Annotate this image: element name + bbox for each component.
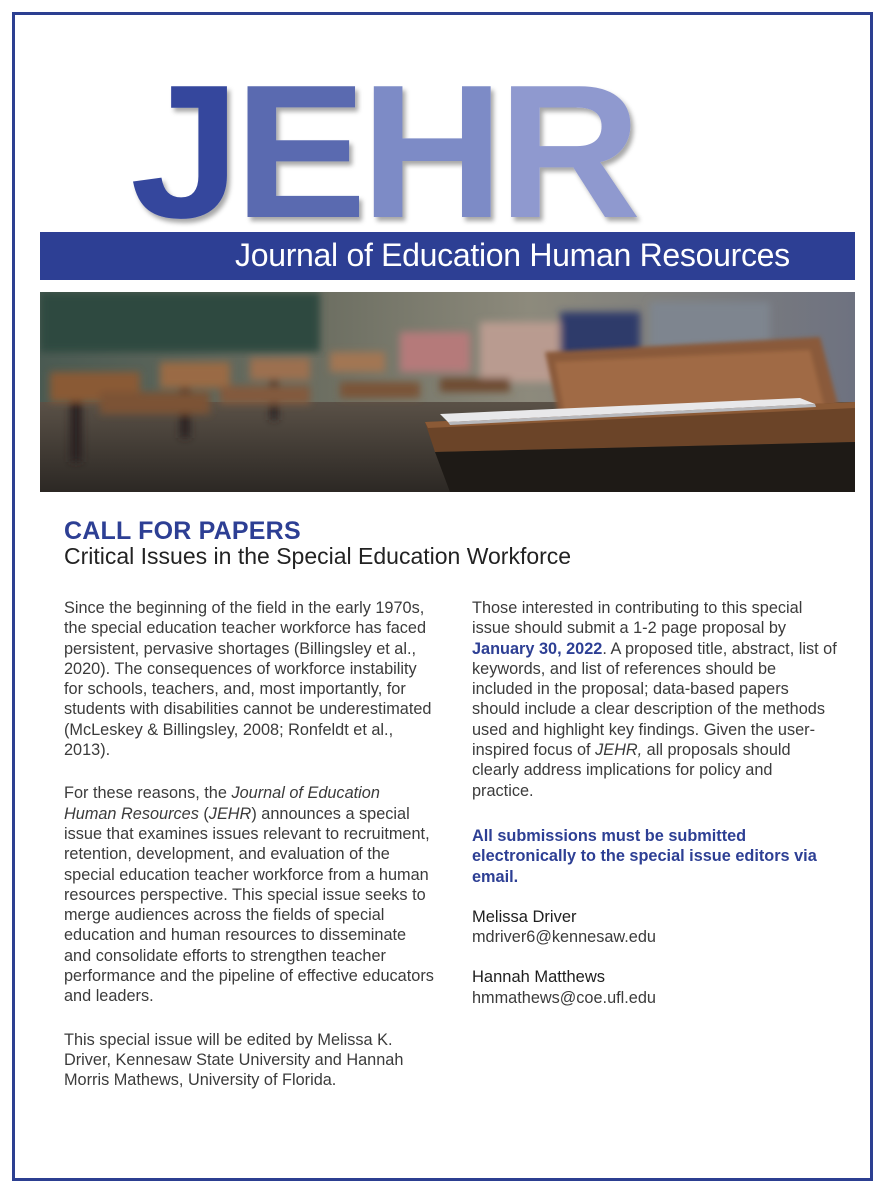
logo-letter-h: H xyxy=(360,62,492,242)
jehr-logo xyxy=(130,62,650,242)
deadline: January 30, 2022 xyxy=(472,639,603,658)
announcement-text-b: ( xyxy=(198,804,209,823)
logo-letter-e: E xyxy=(234,62,355,242)
proposal-text-c: all proposals should clearly address implications for policy and practice. xyxy=(472,741,791,800)
right-column xyxy=(472,598,837,1008)
call-for-papers-heading: CALL FOR PAPERS xyxy=(64,517,301,545)
announcement-text-c: ) announces a special issue that examines issues relevant to recruitment, retention, development, and evaluation of the special education teacher workforce from a human resources perspective. This special issue seeks to merge audiences across the fields of special education and human resources to disseminate and consolidate efforts to strengthen teacher performance and the pipeline of effective educators and leaders. xyxy=(64,804,434,1006)
announcement-paragraph xyxy=(64,783,434,1006)
editor-email[interactable]: hmmathews@coe.ufl.edu xyxy=(472,988,656,1007)
journal-name: Journal of Education Human Resources xyxy=(64,784,380,823)
journal-abbr: JEHR xyxy=(208,804,252,823)
proposal-text-a: Those interested in contributing to this special issue should submit a 1-2 page proposal by xyxy=(472,599,803,638)
intro-paragraph: Since the beginning of the field in the early 1970s, the special education teacher workforce has faced persistent, pervasive shortages (Billingsley et al., 2020). The consequences of workforce instability for schools, teachers, and, most importantly, for students with disabilities cannot be underestimated (McLeskey & Billingsley, 2008; Ronfeldt et al., 2013). xyxy=(64,599,432,760)
announcement-text-a: For these reasons, the xyxy=(64,784,232,803)
proposal-text-b: . A proposed title, abstract, list of keywords, and list of references should be included in the proposal; data-based papers should include a clear description of the methods used and highlight key findings. Given the user-inspired focus of xyxy=(472,639,837,760)
journal-banner xyxy=(40,232,855,280)
proposal-paragraph xyxy=(472,598,837,801)
editor-name: Hannah Matthews xyxy=(472,968,605,987)
journal-abbr-2: JEHR, xyxy=(595,741,643,760)
submission-note: All submissions must be submitted electronically to the special issue editors via email. xyxy=(472,826,817,886)
editors-paragraph: This special issue will be edited by Melissa K. Driver, Kennesaw State University and Hannah Morris Mathews, University of Florida. xyxy=(64,1030,404,1090)
logo-letter-r: R xyxy=(497,62,629,242)
journal-title: Journal of Education Human Resources xyxy=(235,237,790,273)
editor-email[interactable]: mdriver6@kennesaw.edu xyxy=(472,928,656,947)
svg-text:JEHR xyxy=(130,62,638,242)
editor-name: Melissa Driver xyxy=(472,907,577,926)
left-column xyxy=(64,598,434,1091)
classroom-photo xyxy=(40,292,855,492)
special-issue-title: Critical Issues in the Special Education Workforce xyxy=(64,543,572,569)
logo-letter-j: J xyxy=(130,62,230,242)
